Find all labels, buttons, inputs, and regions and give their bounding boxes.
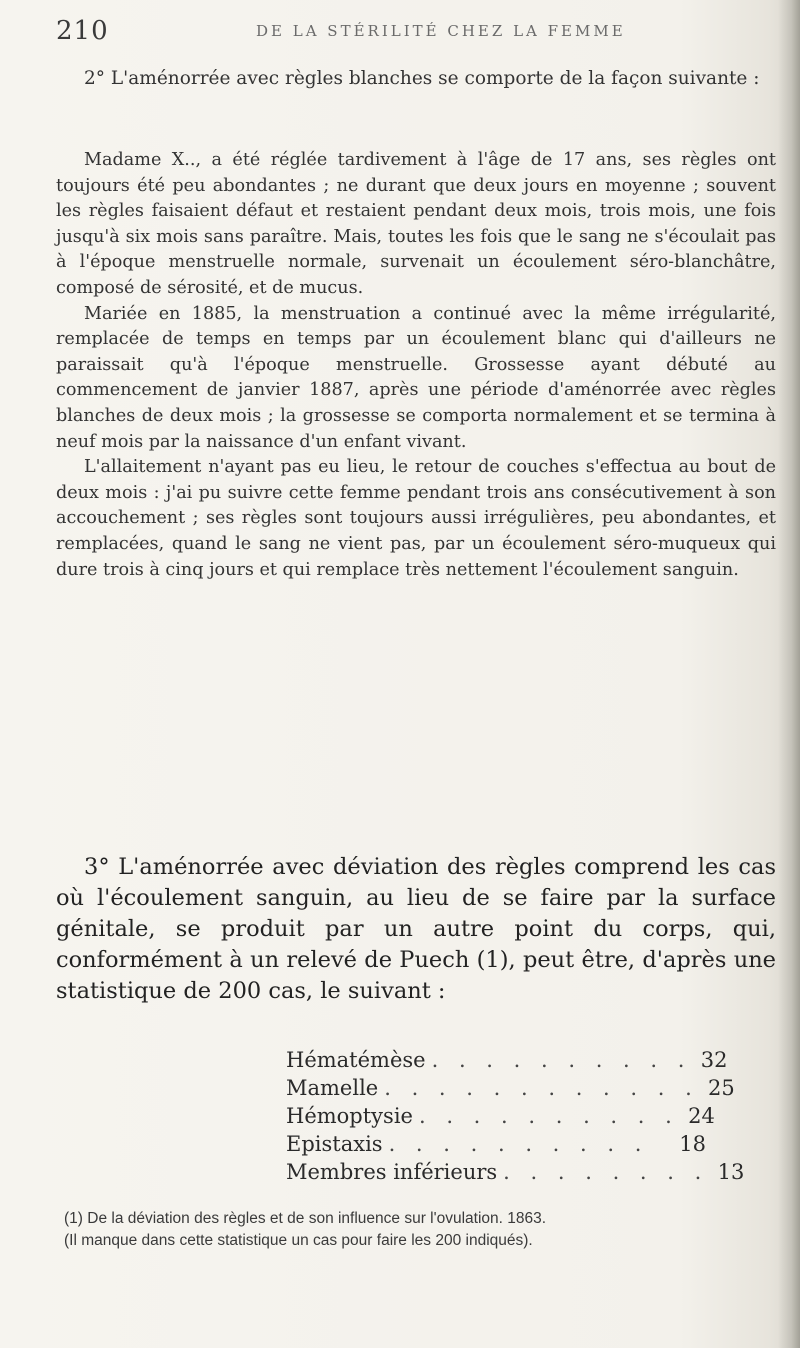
running-head: DE LA STÉRILITÉ CHEZ LA FEMME [256, 22, 626, 40]
stat-row [286, 1102, 715, 1130]
stat-leader-dots: . . . . . . . . [503, 1160, 709, 1184]
section-3-heading [56, 852, 776, 1007]
footnote-line-2: (Il manque dans cette statistique un cas pour faire les 200 indiqués). [64, 1232, 533, 1249]
page-edge-shadow [778, 0, 800, 1348]
stat-value: 18 [679, 1132, 706, 1156]
stat-leader-dots: . . . . . . . . . . . . [384, 1076, 699, 1100]
stat-label: Hémoptysie [286, 1104, 413, 1128]
section-2-intro-block [56, 66, 776, 93]
stat-row [286, 1130, 706, 1158]
stat-label: Epistaxis [286, 1132, 383, 1156]
case-paragraph-1: Madame X.., a été réglée tardivement à l'âge de 17 ans, ses règles ont toujours été peu abondantes ; ne durant que deux jours en moyenne ; souvent les règles faisaient défaut et restaient pendant deux mois, trois mois, une fois jusqu'à six mois sans paraître. Mais, toutes les fois que le sang ne s'écoulait pas à l'époque menstruelle normale, survenait un écoulement séro-blanchâtre, composé de sérosité, et de mucus. [56, 150, 776, 298]
stat-leader-dots: . . . . . . . . . . [388, 1132, 649, 1156]
footnote-line-1: (1) De la déviation des règles et de son influence sur l'ovulation. 1863. [64, 1210, 547, 1227]
statistics-table [286, 1046, 745, 1186]
stat-value: 32 [700, 1048, 728, 1072]
case-paragraph-3: L'allaitement n'ayant pas eu lieu, le retour de couches s'effectua au bout de deux mois : j'ai pu suivre cette femme pendant trois ans consécutivement à son accouchement ; ses règles sont toujours aussi irrégulières, peu abondantes, et remplacées, quand le sang ne vient pas, par un écoulement séro-muqueux qui dure trois à cinq jours et qui remplace très nettement l'écoulement sanguin. [56, 457, 776, 580]
stat-row [286, 1046, 728, 1074]
stat-leader-dots: . . . . . . . . . . [431, 1048, 692, 1072]
stat-row [286, 1158, 745, 1186]
stat-value: 13 [717, 1160, 745, 1184]
stat-value: 24 [688, 1104, 715, 1128]
case-report [56, 148, 776, 583]
case-paragraph-2: Mariée en 1885, la menstruation a continué avec la même irrégularité, remplacée de temps en temps par un écoulement blanc qui d'ailleurs ne paraissait qu'à l'époque menstruelle. Grossesse ayant débuté au commencement de janvier 1887, après une période d'aménorrée avec règles blanches de deux mois ; la grossesse se comporta normalement et se termina à neuf mois par la naissance d'un enfant vivant. [56, 303, 776, 452]
stat-label: Hématémèse [286, 1048, 426, 1072]
stat-leader-dots: . . . . . . . . . . [418, 1104, 679, 1128]
section-2-intro: 2° L'aménorrée avec règles blanches se comporte de la façon suivante : [84, 68, 760, 89]
stat-row [286, 1074, 735, 1102]
page-number: 210 [56, 16, 109, 46]
page-header [56, 16, 776, 50]
stat-label: Membres inférieurs [286, 1160, 498, 1184]
footnote [64, 1208, 764, 1252]
stat-label: Mamelle [286, 1076, 379, 1100]
stat-value: 25 [708, 1076, 735, 1100]
section-3-text: 3° L'aménorrée avec déviation des règles comprend les cas où l'écoulement sanguin, au lieu de se faire par la surface génitale, se produit par un autre point du corps, qui, conformément à un relevé de Puech (1), peut être, d'après une statistique de 200 cas, le suivant : [56, 854, 776, 1004]
